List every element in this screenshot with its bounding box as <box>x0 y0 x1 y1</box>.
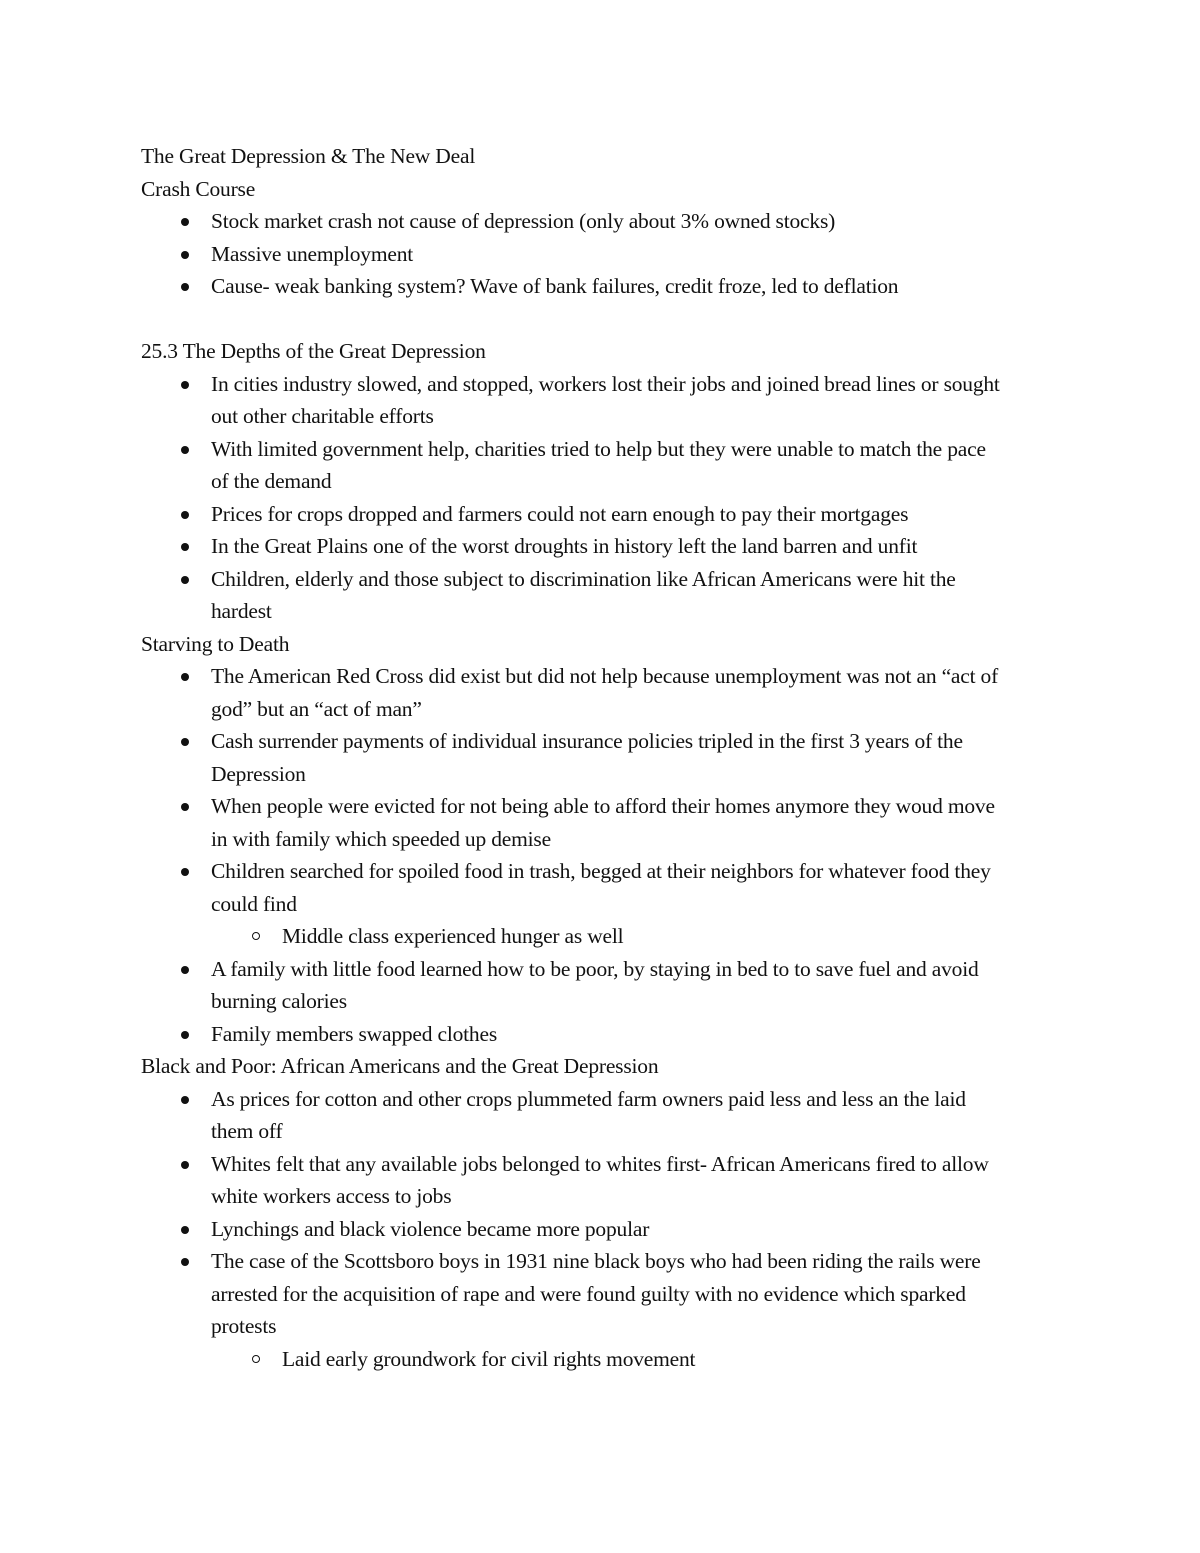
list-item: Whites felt that any available jobs belonged to whites first- African Americans fired to allow white workers access to jobs <box>141 1148 1001 1213</box>
depths-list <box>141 368 1001 628</box>
list-item: In the Great Plains one of the worst droughts in history left the land barren and unfit <box>141 530 1001 563</box>
list-item: When people were evicted for not being able to afford their homes anymore they woud move in with family which speeded up demise <box>141 790 1001 855</box>
section-heading-depths: 25.3 The Depths of the Great Depression <box>141 339 486 363</box>
sub-list-item: Laid early groundwork for civil rights movement <box>141 1343 1001 1376</box>
list-item: In cities industry slowed, and stopped, workers lost their jobs and joined bread lines or sought out other charitable efforts <box>141 368 1001 433</box>
list-item: Cause- weak banking system? Wave of bank failures, credit froze, led to deflation <box>141 270 1071 303</box>
list-item: Prices for crops dropped and farmers could not earn enough to pay their mortgages <box>141 498 1001 531</box>
section-heading-starving: Starving to Death <box>141 631 290 656</box>
list-item: Lynchings and black violence became more popular <box>141 1213 1001 1246</box>
crash-course-list <box>141 205 1071 303</box>
list-item: With limited government help, charities tried to help but they were unable to match the pace of the demand <box>141 433 1001 498</box>
list-item: A family with little food learned how to be poor, by staying in bed to to save fuel and avoid burning calories <box>141 953 1001 1018</box>
list-item: Children searched for spoiled food in trash, begged at their neighbors for whatever food they could find <box>141 855 1001 920</box>
list-item: As prices for cotton and other crops plummeted farm owners paid less and less an the laid them off <box>141 1083 1001 1148</box>
list-item: Family members swapped clothes <box>141 1018 1001 1051</box>
list-item: Stock market crash not cause of depression (only about 3% owned stocks) <box>141 205 1071 238</box>
list-item: The American Red Cross did exist but did not help because unemployment was not an “act of god” but an “act of man” <box>141 660 1001 725</box>
document-body <box>141 140 1071 1375</box>
list-item: The case of the Scottsboro boys in 1931 nine black boys who had been riding the rails were arrested for the acquisition of rape and were found guilty with no evidence which sparked protests <box>141 1245 1001 1343</box>
list-item: Children, elderly and those subject to discrimination like African Americans were hit the hardest <box>141 563 1001 628</box>
blank-line <box>141 303 1071 336</box>
section-heading-black-and-poor: Black and Poor: African Americans and the Great Depression <box>141 1054 659 1078</box>
black-and-poor-list <box>141 1083 1001 1376</box>
starving-list <box>141 660 1001 1050</box>
sub-list-item: Middle class experienced hunger as well <box>141 920 1001 953</box>
list-item: Cash surrender payments of individual insurance policies tripled in the first 3 years of the Depression <box>141 725 1001 790</box>
section-heading-crash-course: Crash Course <box>141 176 256 201</box>
list-item: Massive unemployment <box>141 238 1071 271</box>
document-title: The Great Depression & The New Deal <box>141 144 476 168</box>
